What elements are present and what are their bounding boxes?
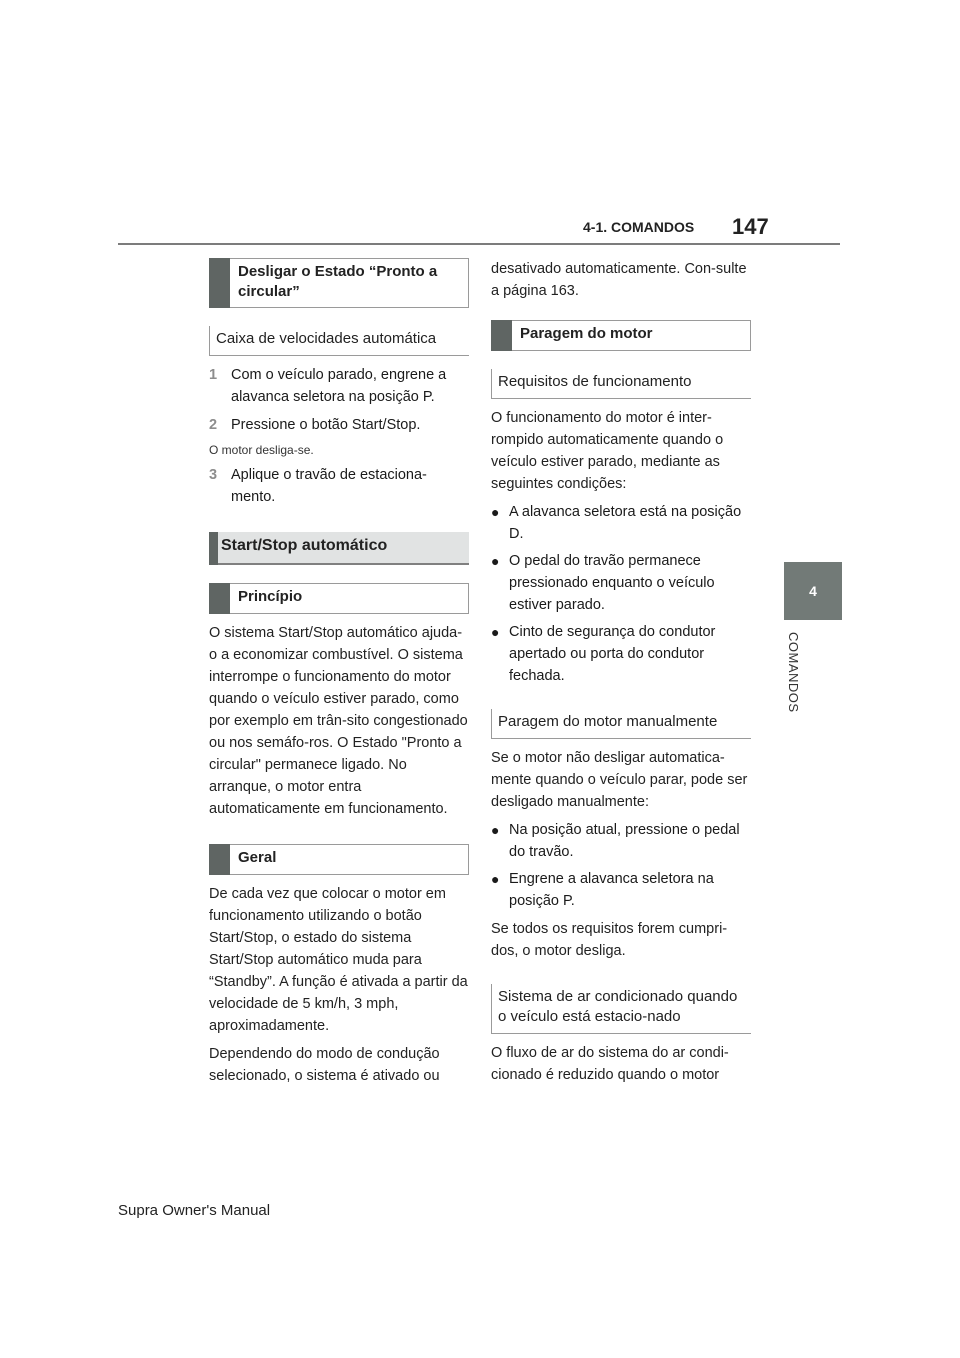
step-number: 3: [209, 467, 218, 483]
heading-general: Geral: [209, 844, 469, 875]
heading-engine-stop: Paragem do motor: [491, 320, 751, 351]
right-column: [491, 258, 751, 1086]
continued-paragraph: desativado automaticamente. Con-sulte a página 163.: [491, 261, 747, 299]
manual-result-paragraph: Se todos os requisitos forem cumpri-dos, o motor desliga.: [491, 921, 728, 959]
bullet-icon: ●: [491, 504, 500, 520]
step-text: Pressione o botão Start/Stop.: [231, 417, 421, 433]
step-1: [209, 364, 469, 408]
bullet-icon: ●: [491, 822, 500, 838]
list-item: [491, 868, 751, 912]
subheading-aircon: Sistema de ar condicionado quando o veículo está estacio-nado: [491, 984, 751, 1034]
note-engine-off: O motor desliga-se.: [209, 443, 314, 457]
list-item: [491, 819, 751, 863]
page-number: 147: [732, 214, 769, 239]
bullet-icon: ●: [491, 553, 500, 569]
section-title: 4-1. COMANDOS: [583, 219, 695, 235]
section-band-startstop: Start/Stop automático: [209, 532, 469, 565]
heading-principle: Princípio: [209, 583, 469, 614]
list-item: [491, 550, 751, 616]
header-divider: [118, 243, 840, 245]
footer-manual-title: Supra Owner's Manual: [118, 1202, 271, 1219]
subheading-auto-gearbox: Caixa de velocidades automática: [209, 326, 469, 356]
chapter-side-label: [780, 632, 810, 742]
principle-paragraph: O sistema Start/Stop automático ajuda-o a economizar combustível. O sistema interrompe o funcionamento do motor quando o veículo estiver parado, como por exemplo em trân-sito congestionado ou nos semáfo-ros. O Estado "Pronto a circular" permanece ligado. No arranque, o motor entra automaticamente em funcionamento.: [209, 625, 468, 817]
list-item-text: Engrene a alavanca seletora na posição P.: [509, 871, 714, 909]
list-item-text: Cinto de segurança do condutor apertado ou porta do condutor fechada.: [509, 624, 716, 684]
step-number: 2: [209, 417, 218, 433]
list-item-text: Na posição atual, pressione o pedal do travão.: [509, 822, 740, 860]
list-item: [491, 621, 751, 687]
list-item: [491, 501, 751, 545]
list-item-text: O pedal do travão permanece pressionado enquanto o veículo estiver parado.: [509, 553, 715, 613]
manual-paragraph: Se o motor não desligar automatica-mente quando o veículo parar, pode ser desligado manualmente:: [491, 750, 748, 810]
subheading-manual-stop: Paragem do motor manualmente: [491, 709, 751, 739]
list-item-text: A alavanca seletora está na posição D.: [509, 504, 742, 542]
step-text: Aplique o travão de estaciona-mento.: [231, 467, 427, 505]
step-text: Com o veículo parado, engrene a alavanca seletora na posição P.: [231, 367, 447, 405]
chapter-label: COMANDOS: [786, 632, 801, 713]
bullet-icon: ●: [491, 624, 500, 640]
step-number: 1: [209, 367, 218, 383]
general-paragraph-1: De cada vez que colocar o motor em funcionamento utilizando o botão Start/Stop, o estado do sistema Start/Stop automático muda para “Standby”. A função é ativada a partir da velocidade de 5 km/h, 3 mph, aproximadamente.: [209, 886, 468, 1034]
step-3: [209, 464, 469, 508]
aircon-paragraph: O fluxo de ar do sistema do ar condi-cionado é reduzido quando o motor: [491, 1045, 729, 1083]
bullet-icon: ●: [491, 871, 500, 887]
heading-shutdown: Desligar o Estado “Pronto a circular”: [209, 258, 469, 308]
chapter-number: 4: [809, 583, 817, 599]
subheading-requirements: Requisitos de funcionamento: [491, 369, 751, 399]
requirements-paragraph: O funcionamento do motor é inter-rompido automaticamente quando o veículo estiver parado, mediante as seguintes condições:: [491, 410, 724, 492]
left-column: [209, 258, 469, 1087]
chapter-tab: [784, 562, 842, 620]
general-paragraph-2: Dependendo do modo de condução selecionado, o sistema é ativado ou: [209, 1046, 440, 1084]
step-2: [209, 414, 469, 436]
